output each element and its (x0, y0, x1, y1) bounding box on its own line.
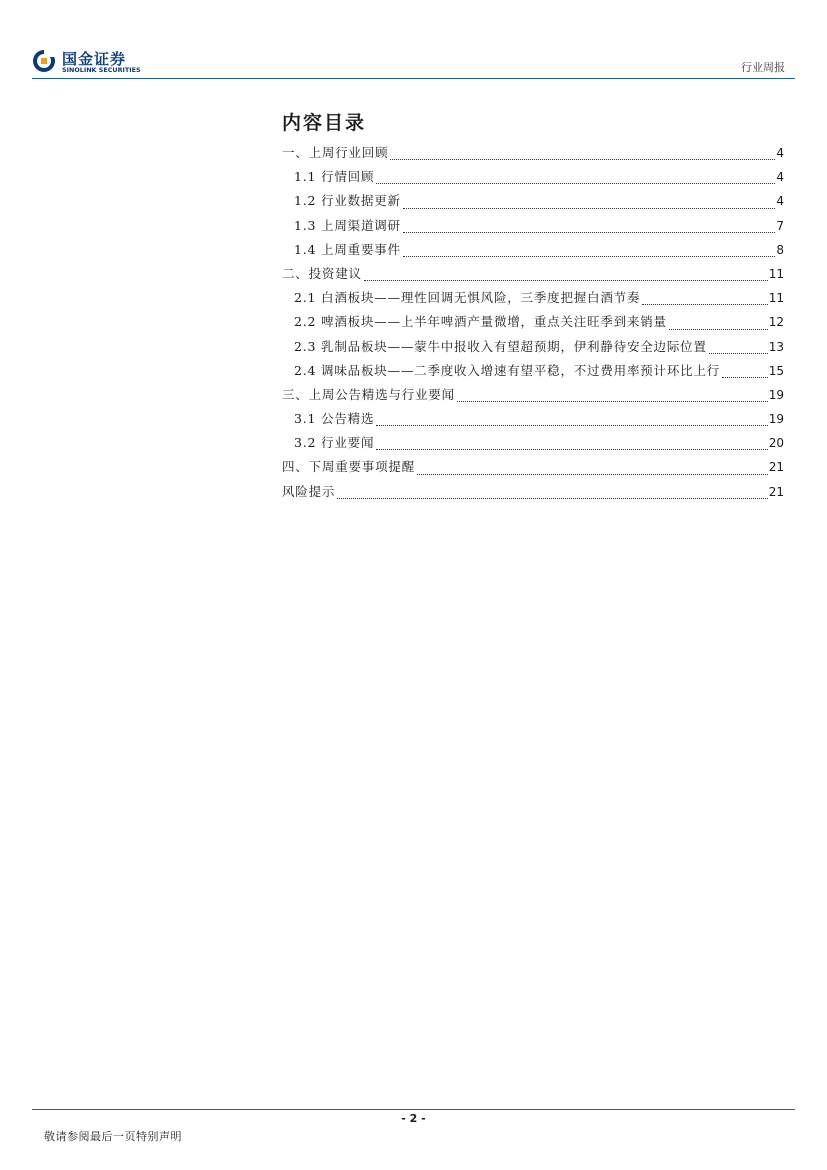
toc-entry[interactable] (282, 482, 784, 506)
toc-entry[interactable] (282, 457, 784, 481)
logo-chinese-text: 国金证券 (62, 50, 127, 68)
toc-entry-label: 3.2 行业要闻 (294, 435, 375, 451)
toc-entry-label: 1.1 行情回顾 (294, 169, 375, 185)
toc-entry-page: 21 (768, 460, 784, 475)
toc-dot-leader (376, 425, 767, 426)
toc-entry[interactable] (282, 337, 784, 361)
header-divider (32, 78, 795, 79)
toc-entry-page: 15 (768, 363, 784, 378)
toc-entry-label: 2.1 白酒板块——理性回调无惧风险，三季度把握白酒节奏 (294, 290, 641, 306)
toc-dot-leader (376, 183, 775, 184)
toc-entry-label: 2.4 调味品板块——二季度收入增速有望平稳，不过费用率预计环比上行 (294, 362, 721, 378)
footer-divider (32, 1109, 795, 1110)
company-logo (32, 47, 162, 77)
toc-dot-leader (376, 449, 767, 450)
toc-dot-leader (417, 474, 768, 475)
toc-dot-leader (364, 280, 768, 281)
toc-entry[interactable] (282, 167, 784, 191)
toc-dot-leader (457, 401, 768, 402)
toc-entry-page: 7 (776, 218, 784, 233)
toc-dot-leader (403, 232, 776, 233)
toc-entry-label: 3.1 公告精选 (294, 411, 375, 427)
toc-entry-page: 4 (776, 194, 784, 209)
toc-entry-label: 二、投资建议 (282, 265, 362, 281)
toc-entry-page: 11 (768, 291, 784, 306)
toc-title: 内容目录 (282, 112, 367, 134)
toc-entry-label: 2.2 啤酒板块——上半年啤酒产量微增，重点关注旺季到来销量 (294, 314, 667, 330)
toc-entry-label: 四、下周重要事项提醒 (282, 459, 416, 475)
logo-english-text: SINOLINK SECURITIES (62, 66, 141, 74)
toc-dot-leader (403, 256, 776, 257)
toc-dot-leader (709, 353, 768, 354)
toc-entry-label: 一、上周行业回顾 (282, 145, 389, 160)
toc-dot-leader (337, 498, 768, 499)
logo-mark-icon (32, 49, 56, 73)
toc-entry[interactable] (282, 409, 784, 433)
toc-entry[interactable] (282, 240, 784, 264)
toc-entry-label: 三、上周公告精选与行业要闻 (282, 386, 455, 402)
toc-entry-page: 11 (768, 266, 784, 281)
toc-dot-leader (642, 304, 767, 305)
toc-entry[interactable] (282, 433, 784, 457)
toc-entry[interactable] (282, 312, 784, 336)
toc-entry-label: 1.3 上周渠道调研 (294, 217, 401, 233)
toc-entry[interactable] (282, 288, 784, 312)
toc-entry[interactable] (282, 143, 784, 167)
toc-entry-page: 13 (768, 339, 784, 354)
toc-entry-label: 风险提示 (282, 483, 336, 499)
page-number: - 2 - (401, 1112, 426, 1125)
report-type-label: 行业周报 (741, 61, 785, 74)
toc-entry[interactable] (282, 216, 784, 240)
toc-entry-label: 1.4 上周重要事件 (294, 241, 401, 257)
toc-entry[interactable] (282, 361, 784, 385)
toc-entry-label: 1.2 行业数据更新 (294, 193, 401, 209)
toc-dot-leader (403, 208, 776, 209)
toc-entry-page: 19 (768, 412, 784, 427)
toc-entry-page: 20 (768, 436, 784, 451)
disclaimer-text: 敬请参阅最后一页特别声明 (44, 1130, 182, 1143)
toc-entry[interactable] (282, 385, 784, 409)
toc-entry-page: 4 (776, 146, 784, 160)
toc-dot-leader (722, 377, 768, 378)
toc-entry[interactable] (282, 191, 784, 215)
toc-entry[interactable] (282, 264, 784, 288)
toc-entry-page: 19 (768, 387, 784, 402)
toc-dot-leader (390, 159, 775, 160)
toc-dot-leader (669, 329, 768, 330)
toc-entry-page: 21 (768, 484, 784, 499)
toc-entry-page: 4 (776, 170, 784, 185)
toc-entry-page: 12 (768, 315, 784, 330)
toc-entry-page: 8 (776, 242, 784, 257)
table-of-contents (282, 143, 784, 506)
toc-entry-label: 2.3 乳制品板块——蒙牛中报收入有望超预期，伊利静待安全边际位置 (294, 338, 707, 354)
